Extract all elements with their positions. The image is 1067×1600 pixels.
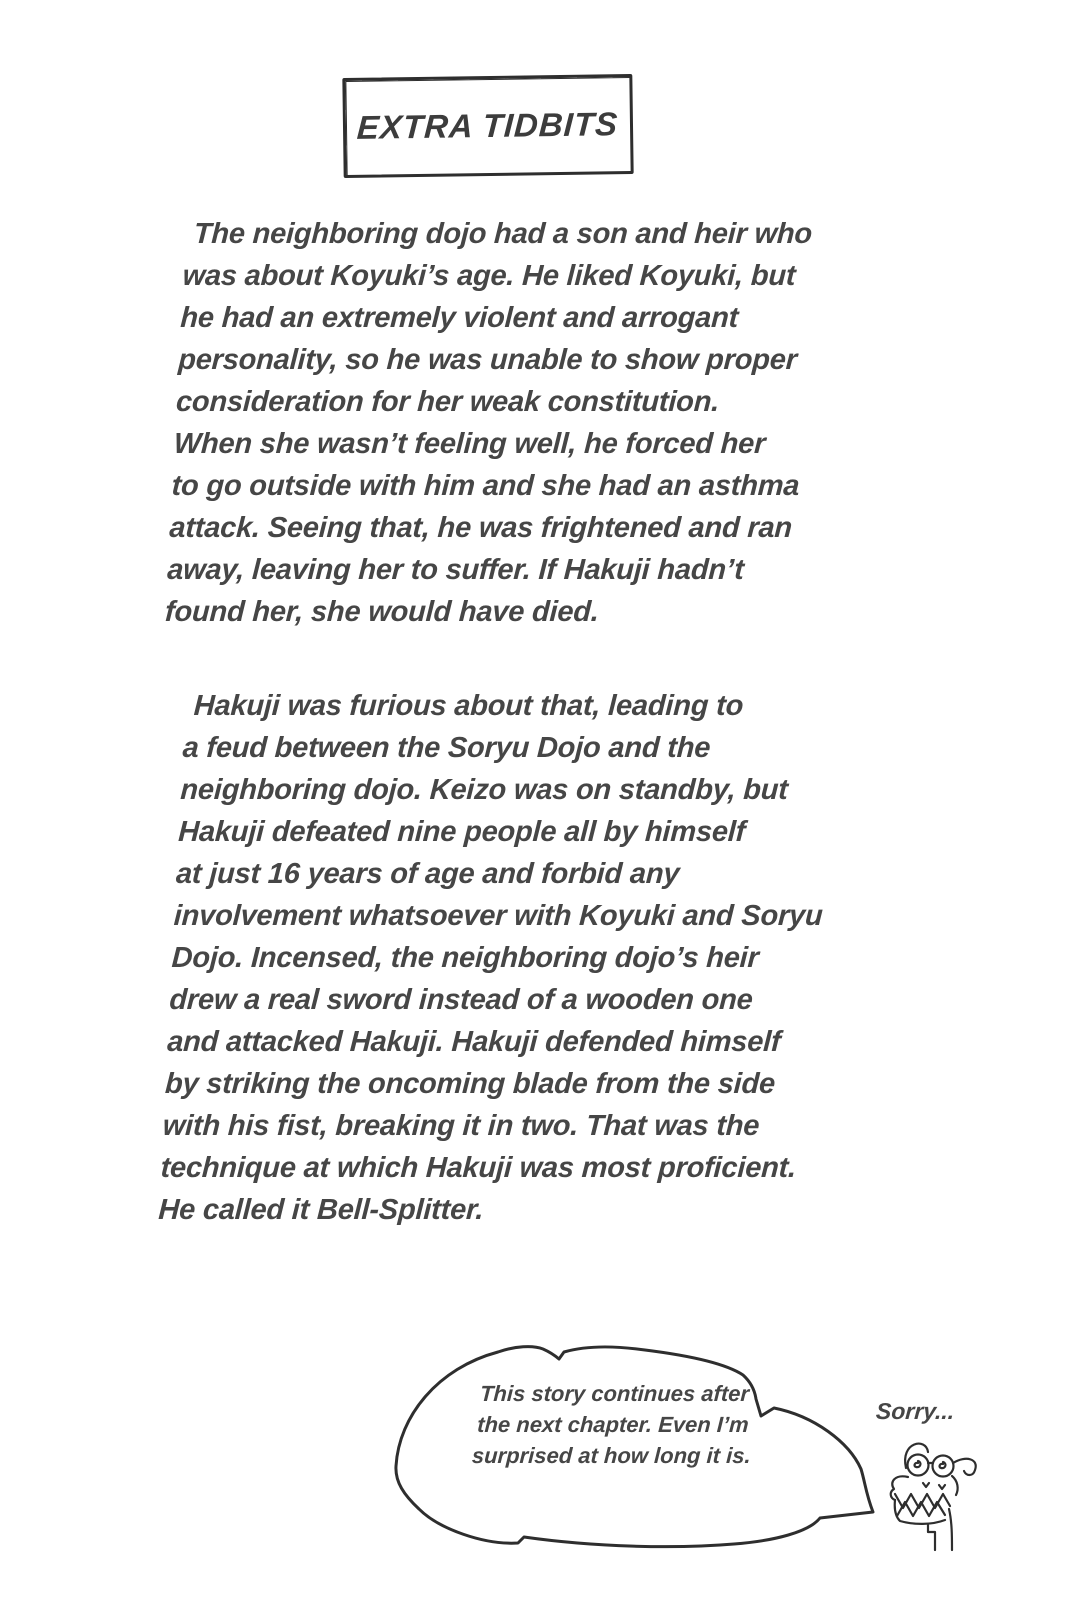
paragraph-2: Hakuji was furious about that, leading to a feud between the Soryu Dojo and the neighboring dojo. Keizo was on standby, but Hakuji defeated nine people all by himself at just 16 years of age and forbid any involvement whatsoever with Koyuki and Soryu Dojo. Incensed, the neighboring dojo’s heir drew a real sword instead of a wooden one and attacked Hakuji. Hakuji defended himself by striking the oncoming blade from the side with his fist, breaking it in two. That was the technique at which Hakuji was most proficient. He called it Bell-Splitter. <box>157 690 824 1226</box>
sorry-caption: Sorry... <box>875 1398 956 1424</box>
title-box <box>342 74 633 178</box>
speech-bubble <box>393 1336 879 1558</box>
crocodile-author-doodle-icon <box>882 1432 994 1554</box>
page-title: EXTRA TIDBITS <box>356 105 620 146</box>
speech-bubble-text: This story continues after the next chapter. Even I’m surprised at how long it is. <box>471 1381 752 1468</box>
paragraph-1: The neighboring dojo had a son and heir who was about Koyuki’s age. He liked Koyuki, but he had an extremely violent and arrogant personality, so he was unable to show proper consideration for her weak constitution. When she wasn’t feeling well, he forced her to go outside with him and she had an asthma attack. Seeing that, he was frightened and ran away, leaving her to suffer. If Hakuji hadn’t found her, she would have died. <box>164 218 813 628</box>
